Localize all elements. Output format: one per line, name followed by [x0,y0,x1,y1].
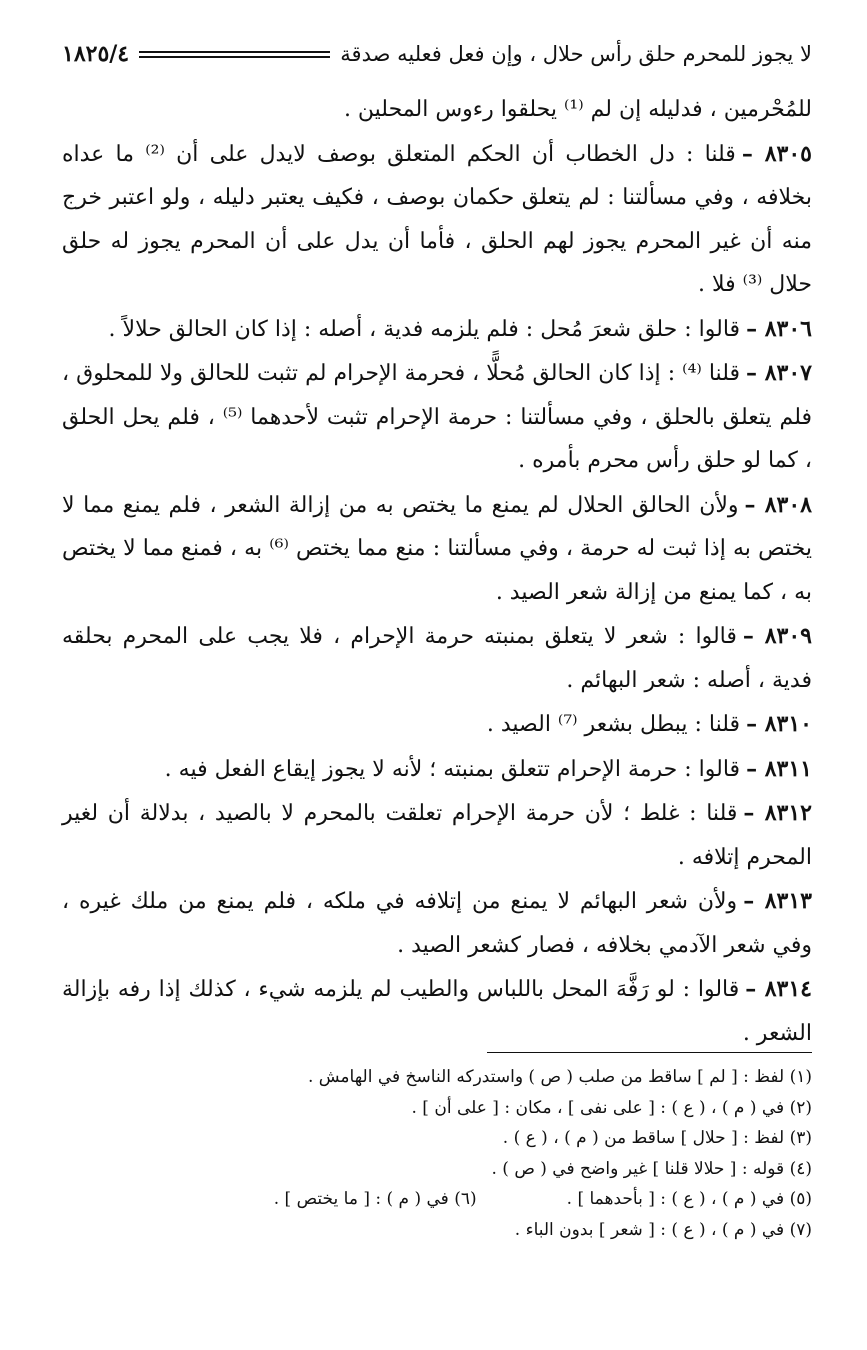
paragraph-number: ٨٣١٤ – [745,976,812,1002]
footnote: (٥) في ( م ) ، ( ع ) : [ بأحدهما ] . [566,1189,812,1209]
paragraph [62,792,812,879]
paragraph-text: قالوا : حلق شعرَ مُحل : فلم يلزمه فدية ، أصله : إذا كان الحالق حلالاً . [108,316,741,342]
paragraph [62,748,812,792]
footnote: (٤) قوله : [ حلالا قلنا ] غير واضح في ( ص ) . [491,1158,812,1179]
paragraph-text: ولأن شعر البهائم لا يمنع من إتلافه في ملكه ، فلم يمنع من ملك غيره ، وفي شعر الآدمي بخلافه ، فصار كشعر الصيد . [62,889,812,958]
paragraph-text: قلنا : دل الخطاب أن الحكم المتعلق بوصف لايدل على أن ⁽²⁾ ما عداه بخلافه ، وفي مسألتنا : لم يتعلق حكمان بوصف ، فكيف يعتبر دليله ، ولو اعتبر خرج منه أن غير المحرم يجوز لهم الحلق ، فأما أن يدل على أن المحرم يجوز له حلق حلال ⁽³⁾ فلا . [62,141,812,297]
paragraph-number: ٨٣١٣ – [743,888,812,914]
paragraph-text: قلنا : يبطل بشعر ⁽⁷⁾ الصيد . [486,712,741,737]
paragraph-text: قلنا ⁽⁴⁾ : إذا كان الحالق مُحلًّا ، فحرمة الإحرام لم تثبت للحالق ولا للمحلوق ، فلم يتعلق بالحلق ، وفي مسألتنا : حرمة الإحرام تثبت لأحدهما ⁽⁵⁾ ، فلم يحل الحلق ، كما لو حلق رأس محرم بأمره . [62,361,812,473]
paragraph-text: قالوا : حرمة الإحرام تتعلق بمنبته ؛ لأنه لا يجوز إيقاع الفعل فيه . [164,756,741,782]
header-rule [139,51,330,58]
paragraph-number: ٨٣٠٥ – [741,140,812,167]
footnote-separator [487,1052,812,1053]
paragraph [62,880,812,967]
footnote: (٣) لفظ : [ حلال ] ساقط من ( م ) ، ( ع ) . [502,1128,812,1148]
paragraph [62,88,812,132]
footnote-row [62,1184,812,1215]
footnote: (٦) في ( م ) : [ ما يختص ] . [273,1189,477,1209]
paragraph [62,615,812,702]
footnote: (١) لفظ : [ لم ] ساقط من صلب ( ص ) واستدركه الناسخ في الهامش . [307,1067,812,1087]
book-page [62,28,812,1240]
footnote: (٢) في ( م ) ، ( ع ) : [ على نفى ] ، مكان : [ على أن ] . [411,1097,812,1118]
paragraph-number: ٨٣٠٩ – [742,623,812,649]
paragraph-text: قالوا : شعر لا يتعلق بمنبته حرمة الإحرام ، فلا يجب على المحرم بحلقه فدية ، أصله : شعر البهائم . [62,624,812,693]
paragraph-text: ولأن الحالق الحلال لم يمنع ما يختص به من إزالة الشعر ، فلم يمنع مما لا يختص به إذا ثبت له حرمة ، وفي مسألتنا : منع مما يختص ⁽⁶⁾ به ، فمنع مما لا يختص به ، كما يمنع من إزالة شعر الصيد . [62,492,812,605]
paragraph-text: للمُحْرمين ، فدليله إن لم ⁽¹⁾ يحلقوا رءوس المحلين . [343,97,812,122]
paragraph-number: ٨٣١١ – [746,755,812,782]
paragraph-number: ٨٣١٢ – [743,800,812,826]
running-title: لا يجوز للمحرم حلق رأس حلال ، وإن فعل فعليه صدقة [340,41,812,66]
paragraph-number: ٨٣٠٨ – [744,491,812,518]
paragraph [62,968,812,1055]
paragraph [62,133,812,307]
running-header [62,28,812,80]
paragraph [62,484,812,615]
paragraph-number: ٨٣٠٧ – [746,360,812,386]
footnotes [62,1062,812,1245]
paragraph [62,352,812,483]
footnote: (٧) في ( م ) ، ( ع ) : [ شعر ] بدون الباء . [514,1219,812,1240]
page-body [62,88,812,1055]
paragraph [62,703,812,747]
page-number: ١٨٢٥/٤ [62,41,130,67]
paragraph [62,308,812,352]
paragraph-text: قالوا : لو رَفَّهَ المحل باللباس والطيب لم يلزمه شيء ، كذلك إذا رفه بإزالة الشعر . [62,977,812,1046]
paragraph-number: ٨٣١٠ – [746,711,812,737]
paragraph-text: قلنا : غلط ؛ لأن حرمة الإحرام تعلقت بالمحرم لا بالصيد ، بدلالة أن لغير المحرم إتلافه . [62,801,812,870]
paragraph-number: ٨٣٠٦ – [746,315,812,342]
